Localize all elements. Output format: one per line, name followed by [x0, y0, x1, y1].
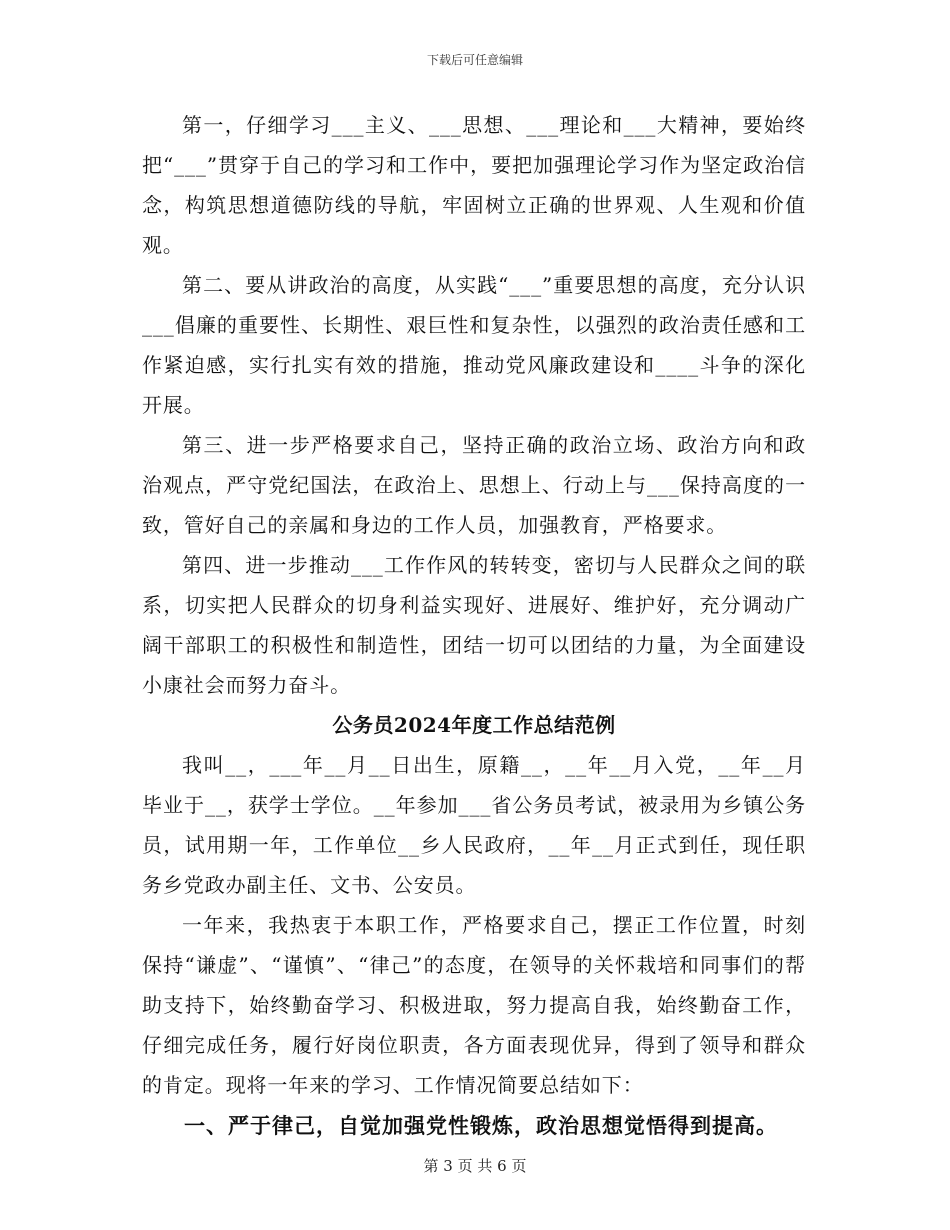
section-heading: 一、严于律己，自觉加强党性锻炼，政治思想觉悟得到提高。 [184, 1113, 778, 1138]
document-title: 公务员2024年度工作总结范例 [332, 713, 616, 737]
paragraph-4: 第四、进一步推动___工作作风的转转变，密切与人民群众之间的联系，切实把人民群众的切身利益实现好、进展好、维护好，充分调动广阔干部职工的积极性和制造性，团结一切可以团结的力量，为全面建设小康社会而努力奋斗。 [142, 553, 806, 697]
paragraph-2: 第二、要从讲政治的高度，从实践“___”重要思想的高度，充分认识___倡廉的重要性、长期性、艰巨性和复杂性，以强烈的政治责任感和工作紧迫感，实行扎实有效的措施，推动党风廉政建设和____斗争的深化开展。 [142, 273, 806, 417]
paragraph-3: 第三、进一步严格要求自己，坚持正确的政治立场、政治方向和政治观点，严守党纪国法，在政治上、思想上、行动上与___保持高度的一致，管好自己的亲属和身边的工作人员，加强教育，严格要求。 [142, 433, 806, 537]
page-header: 下载后可任意编辑 [426, 53, 523, 67]
paragraph-6: 一年来，我热衷于本职工作，严格要求自己，摆正工作位置，时刻保持“谦虚”、“谨慎”、“律己”的态度，在领导的关怀栽培和同事们的帮助支持下，始终勤奋学习、积极进取，努力提高自我，始终勤奋工作，仔细完成任务，履行好岗位职责，各方面表现优异，得到了领导和群众的肯定。现将一年来的学习、工作情况简要总结如下： [142, 913, 806, 1097]
paragraph-1: 第一，仔细学习___主义、___思想、___理论和___大精神，要始终把“___”贯穿于自己的学习和工作中，要把加强理论学习作为坚定政治信念，构筑思想道德防线的导航，牢固树立正确的世界观、人生观和价值观。 [142, 113, 806, 257]
paragraph-5: 我叫__，___年__月__日出生，原籍__，__年__月入党，__年__月毕业于__，获学士学位。__年参加___省公务员考试，被录用为乡镇公务员，试用期一年，工作单位__乡人民政府，__年__月正式到任，现任职务乡党政办副主任、文书、公安员。 [142, 753, 806, 897]
document-body [142, 105, 806, 1147]
page-number: 第 3 页 共 6 页 [423, 1157, 527, 1175]
